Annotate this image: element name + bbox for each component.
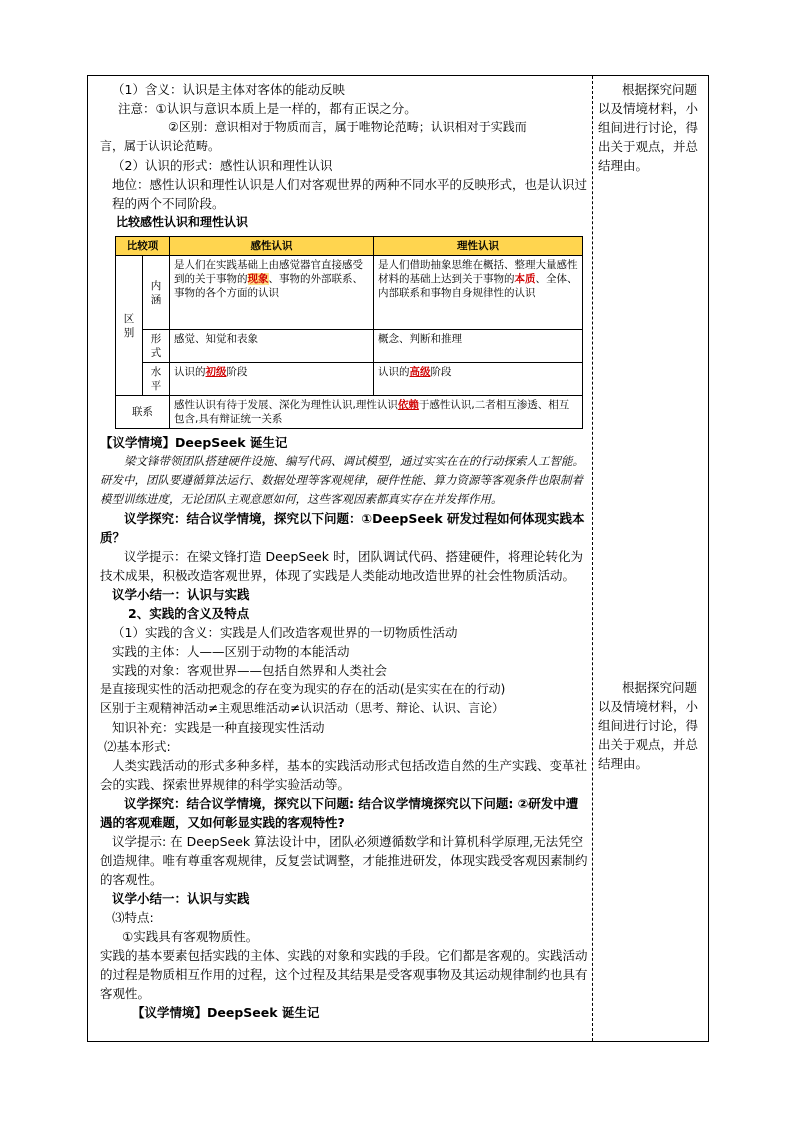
level-rational: 认识的高级阶段: [374, 363, 583, 396]
form-rational: 概念、判断和推理: [374, 330, 583, 363]
scenario-title: 【议学情境】DeepSeek 诞生记: [100, 435, 288, 450]
feature-1-text: 实践的基本要素包括实践的主体、实践的对象和实践的手段。它们都是客观的。实践活动的过程是物质相互作用的过程，这个过程及其结果是受客观事物及其运动规律制约也具有客观性。: [100, 948, 588, 1001]
scenario-text: 梁文锋带领团队搭建硬件设施、编写代码、调试模型，通过实实在在的行动探索人工智能。研发中，团队要遵循算法运行、数据处理等客观规律，硬件性能、算力资源等客观条件也限制着模型训练进度，无论团队主观意愿如何，这些客观因素都真实存在并发挥作用。: [100, 454, 584, 506]
row-label-relation: 联系: [116, 396, 170, 429]
diff-label: 区别: [116, 256, 143, 396]
comparison-table: [115, 236, 583, 429]
difference-line-cont: 言，属于认识论范畴。: [100, 139, 221, 153]
features-label: ⑶特点:: [112, 910, 154, 925]
practice-definition: （1）实践的含义：实践是人们改造客观世界的一切物质性活动: [112, 625, 458, 640]
relation-text: 感性认识有待于发展、深化为理性认识,理性认识依赖于感性认识,二者相互渗透、相互包含,具有辩证统一关系: [170, 396, 583, 429]
practice-reality: 是直接现实性的活动把观念的存在变为现实的存在的活动(是实实在在的行动): [100, 682, 506, 696]
basic-forms-label: ⑵基本形式:: [104, 739, 171, 754]
row-label-level: 水平: [143, 363, 170, 396]
side-note-1: [598, 80, 702, 175]
side-note-text-2: 根据探究问题以及情境材料，小组间进行讨论，得出关于观点，并总结理由。: [598, 680, 699, 771]
row-label-form: 形式: [143, 330, 170, 363]
connotation-rational: 是人们借助抽象思维在概括、整理大量感性材料的基础上达到关于事物的本质、全体、内部联系和事物自身规律性的认识: [374, 256, 583, 330]
inquiry-question-2: 议学探究：结合议学情境，探究以下问题: 结合议学情境探究以下问题: ②研发中遭遇的客观难题，又如何彰显实践的客观特性?: [100, 796, 579, 830]
form-perceptual: 感觉、知觉和表象: [170, 330, 374, 363]
knowledge-supplement: 知识补充：实践是一种直接现实性活动: [112, 720, 325, 735]
difference-line: ②区别：意识相对于物质而言，属于唯物论范畴；认识相对于实践而: [168, 120, 527, 134]
inquiry-tip-1: 议学提示：在梁文锋打造 DeepSeek 时，团队调试代码、搭建硬件，将理论转化为技术成果，积极改造客观世界，体现了实践是人类能动地改造世界的社会性物质活动。: [100, 549, 583, 583]
section-heading-practice: 2、实践的含义及特点: [128, 606, 250, 621]
level-perceptual: 认识的初级阶段: [170, 363, 374, 396]
note-line: 注意：①认识与意识本质上是一样的，都有正误之分。: [118, 101, 417, 116]
header-rational: 理性认识: [374, 237, 583, 256]
basic-forms-text: 人类实践活动的形式多种多样，基本的实践活动形式包括改造自然的生产实践、变革社会的实践、探索世界规律的科学实验活动等。: [100, 758, 588, 792]
table-title: 比较感性认识和理性认识: [116, 215, 249, 229]
practice-subject: 实践的主体：人——区别于动物的本能活动: [112, 644, 350, 659]
row-label-connotation: 内涵: [143, 256, 170, 330]
inquiry-question-1: 议学探究：结合议学情境，探究以下问题：①DeepSeek 研发过程如何体现实践本质？: [100, 511, 585, 545]
summary-2: 议学小结一：认识与实践: [112, 891, 250, 906]
main-column: [100, 80, 590, 1022]
practice-distinction: 区别于主观精神活动≠主观思维活动≠认识活动（思考、辩论、认识、言论）: [100, 701, 505, 715]
side-note-2: [598, 678, 702, 773]
status-line: 地位：感性认识和理性认识是人们对客观世界的两种不同水平的反映形式，也是认识过程的两个不同阶段。: [112, 177, 588, 211]
connotation-perceptual: 是人们在实践基础上由感觉器官直接感受到的关于事物的现象、事物的外部联系、事物的各个方面的认识: [170, 256, 374, 330]
header-item: 比较项: [116, 237, 170, 256]
definition-line: （1）含义：认识是主体对客体的能动反映: [112, 82, 345, 97]
inquiry-tip-2: 议学提示: 在 DeepSeek 算法设计中，团队必须遵循数学和计算机科学原理,无法凭空创造规律。唯有尊重客观规律，反复尝试调整，才能推进研发，体现实践受客观因素制约的客观性。: [100, 834, 588, 887]
side-note-text-1: 根据探究问题以及情境材料，小组间进行讨论，得出关于观点，并总结理由。: [598, 82, 699, 173]
scenario-title-2: 【议学情境】DeepSeek 诞生记: [132, 1005, 320, 1020]
lesson-frame: [87, 75, 709, 1042]
column-divider: [592, 76, 593, 1041]
summary-1: 议学小结一：认识与实践: [112, 587, 250, 602]
practice-object: 实践的对象：客观世界——包括自然界和人类社会: [112, 663, 388, 678]
forms-line: （2）认识的形式：感性认识和理性认识: [112, 158, 333, 173]
header-perceptual: 感性认识: [170, 237, 374, 256]
feature-1: ①实践具有客观物质性。: [122, 929, 259, 944]
